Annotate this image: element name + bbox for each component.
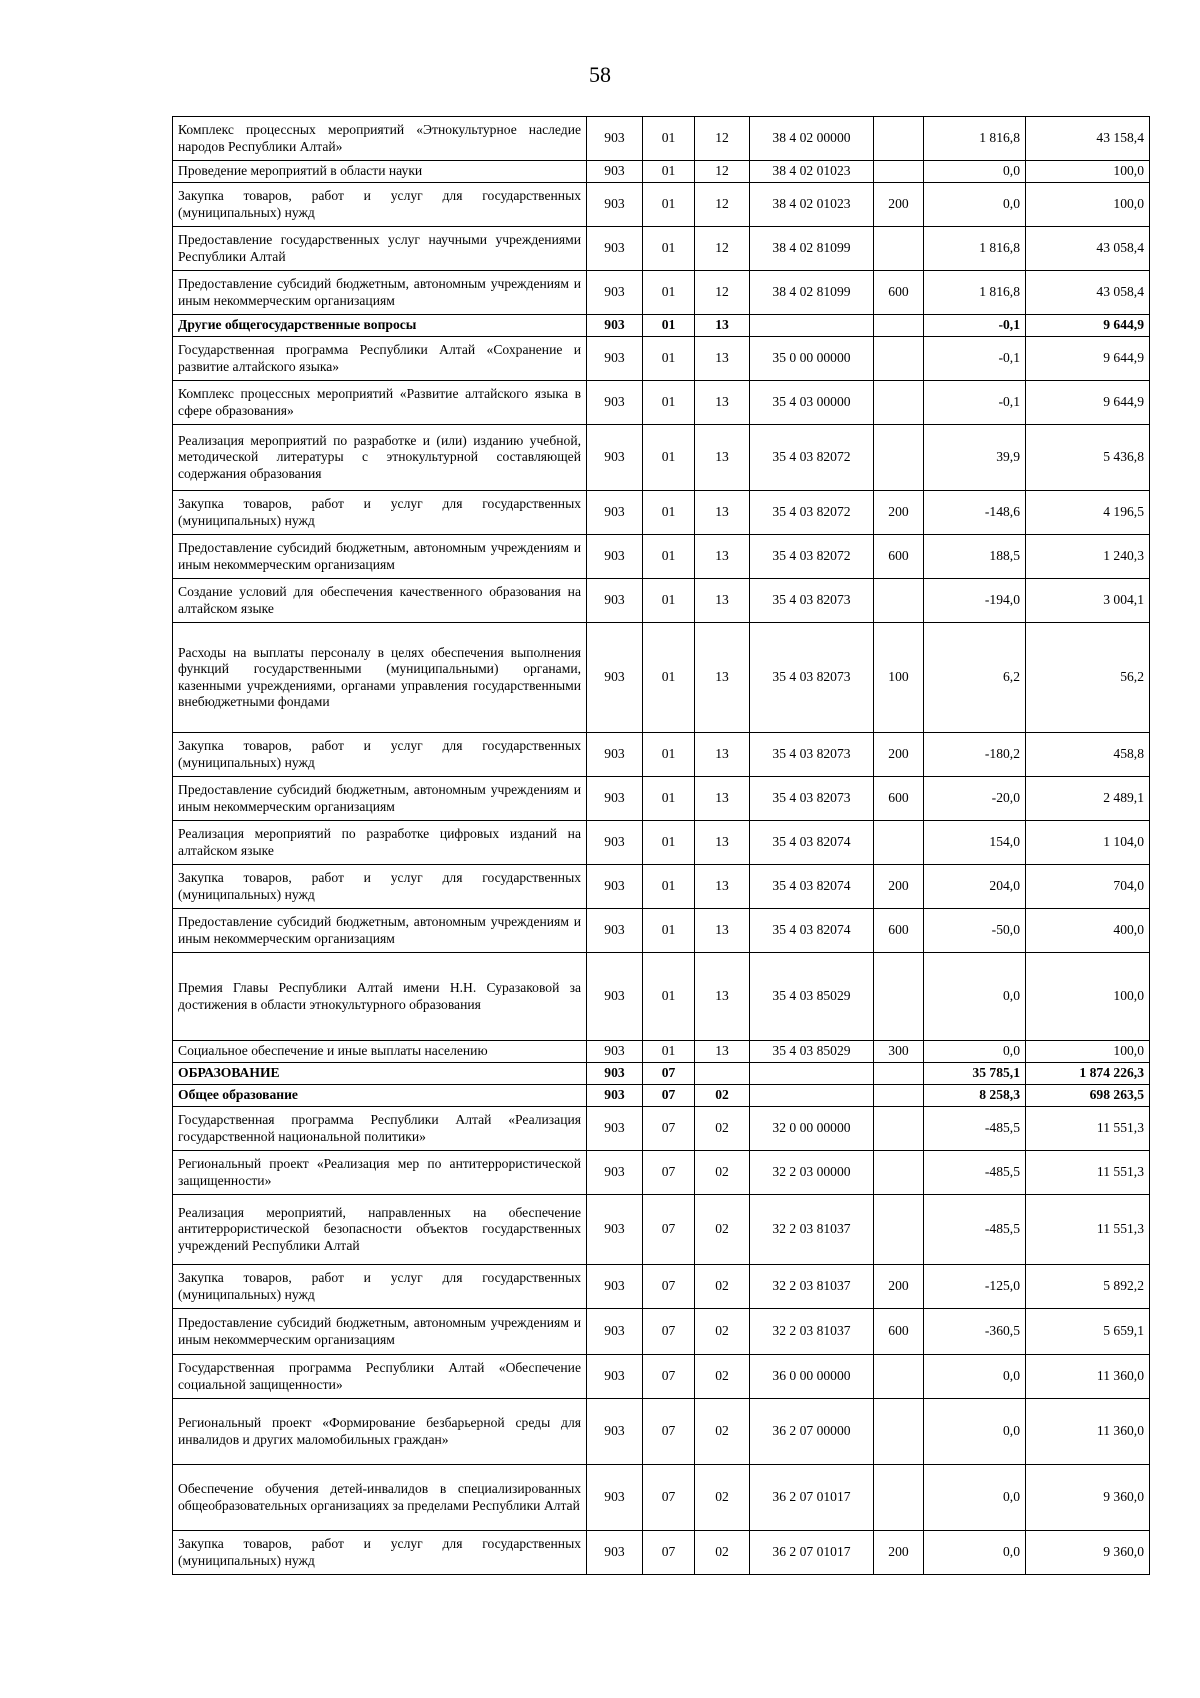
cell-name: Региональный проект «Формирование безбарьерной среды для инвалидов и других маломобильных граждан»: [173, 1399, 587, 1465]
cell-grbs-code: 903: [587, 117, 643, 161]
cell-grbs-code: 903: [587, 1531, 643, 1575]
cell-subsection-code: 13: [695, 337, 750, 381]
cell-section-code: 01: [643, 953, 695, 1041]
cell-section-code: 01: [643, 183, 695, 227]
cell-target-article: [750, 1063, 874, 1085]
cell-section-code: 01: [643, 821, 695, 865]
cell-name: Создание условий для обеспечения качественного образования на алтайском языке: [173, 579, 587, 623]
cell-amount-total: 43 058,4: [1026, 227, 1150, 271]
table-row: [173, 579, 1150, 623]
cell-expense-type: [874, 1355, 924, 1399]
cell-grbs-code: 903: [587, 1195, 643, 1265]
page-number: 58: [589, 62, 611, 87]
cell-target-article: 35 4 03 82072: [750, 425, 874, 491]
cell-amount-change: -20,0: [924, 777, 1026, 821]
cell-expense-type: [874, 161, 924, 183]
table-row: [173, 909, 1150, 953]
cell-expense-type: [874, 1085, 924, 1107]
table-row: [173, 161, 1150, 183]
table-row: [173, 1465, 1150, 1531]
cell-grbs-code: 903: [587, 1107, 643, 1151]
table-row: [173, 953, 1150, 1041]
cell-amount-total: 704,0: [1026, 865, 1150, 909]
cell-section-code: 01: [643, 381, 695, 425]
cell-name: Общее образование: [173, 1085, 587, 1107]
cell-target-article: 32 2 03 81037: [750, 1309, 874, 1355]
cell-amount-total: 100,0: [1026, 953, 1150, 1041]
cell-subsection-code: 12: [695, 183, 750, 227]
cell-expense-type: [874, 579, 924, 623]
cell-target-article: 38 4 02 81099: [750, 271, 874, 315]
cell-subsection-code: 02: [695, 1085, 750, 1107]
cell-amount-total: 1 240,3: [1026, 535, 1150, 579]
cell-expense-type: 600: [874, 777, 924, 821]
table-row: [173, 821, 1150, 865]
cell-name: Предоставление субсидий бюджетным, автономным учреждениям и иным некоммерческим организациям: [173, 777, 587, 821]
cell-amount-change: 0,0: [924, 953, 1026, 1041]
cell-amount-total: 100,0: [1026, 1041, 1150, 1063]
cell-grbs-code: 903: [587, 953, 643, 1041]
cell-section-code: 01: [643, 909, 695, 953]
cell-grbs-code: 903: [587, 579, 643, 623]
table-row: [173, 425, 1150, 491]
cell-grbs-code: 903: [587, 425, 643, 491]
cell-subsection-code: 02: [695, 1195, 750, 1265]
cell-subsection-code: 02: [695, 1265, 750, 1309]
cell-amount-change: 1 816,8: [924, 271, 1026, 315]
cell-amount-total: 9 644,9: [1026, 315, 1150, 337]
table-row: [173, 315, 1150, 337]
table-row: [173, 1309, 1150, 1355]
cell-target-article: 32 2 03 00000: [750, 1151, 874, 1195]
cell-name: Предоставление субсидий бюджетным, автономным учреждениям и иным некоммерческим организациям: [173, 535, 587, 579]
cell-section-code: 01: [643, 227, 695, 271]
cell-subsection-code: 13: [695, 777, 750, 821]
cell-target-article: 36 0 00 00000: [750, 1355, 874, 1399]
cell-target-article: 38 4 02 01023: [750, 183, 874, 227]
cell-amount-change: -360,5: [924, 1309, 1026, 1355]
cell-name: Реализация мероприятий по разработке и (или) изданию учебной, методической литературы с этнокультурной составляющей содержания образования: [173, 425, 587, 491]
cell-amount-total: 1 874 226,3: [1026, 1063, 1150, 1085]
cell-amount-change: 1 816,8: [924, 117, 1026, 161]
cell-grbs-code: 903: [587, 337, 643, 381]
cell-grbs-code: 903: [587, 1309, 643, 1355]
table-row: [173, 1195, 1150, 1265]
table-row: [173, 535, 1150, 579]
table-row: [173, 1151, 1150, 1195]
cell-expense-type: [874, 117, 924, 161]
cell-expense-type: [874, 381, 924, 425]
cell-target-article: 35 4 03 82074: [750, 865, 874, 909]
cell-target-article: 35 4 03 82073: [750, 623, 874, 733]
cell-amount-change: 0,0: [924, 161, 1026, 183]
cell-section-code: 01: [643, 271, 695, 315]
cell-amount-total: 9 644,9: [1026, 381, 1150, 425]
cell-target-article: 35 4 03 85029: [750, 953, 874, 1041]
cell-subsection-code: 13: [695, 579, 750, 623]
cell-expense-type: 200: [874, 733, 924, 777]
table-row: [173, 227, 1150, 271]
cell-section-code: 01: [643, 535, 695, 579]
cell-name: Реализация мероприятий по разработке цифровых изданий на алтайском языке: [173, 821, 587, 865]
cell-expense-type: 600: [874, 271, 924, 315]
cell-amount-total: 1 104,0: [1026, 821, 1150, 865]
cell-expense-type: [874, 821, 924, 865]
table-row: [173, 381, 1150, 425]
cell-subsection-code: 13: [695, 491, 750, 535]
cell-name: Государственная программа Республики Алтай «Сохранение и развитие алтайского языка»: [173, 337, 587, 381]
cell-amount-change: 0,0: [924, 1355, 1026, 1399]
cell-grbs-code: 903: [587, 777, 643, 821]
cell-subsection-code: 12: [695, 227, 750, 271]
cell-amount-total: 11 360,0: [1026, 1355, 1150, 1399]
cell-section-code: 07: [643, 1399, 695, 1465]
cell-amount-total: 56,2: [1026, 623, 1150, 733]
cell-subsection-code: 13: [695, 535, 750, 579]
cell-target-article: [750, 315, 874, 337]
cell-amount-total: 5 892,2: [1026, 1265, 1150, 1309]
cell-name: Предоставление субсидий бюджетным, автономным учреждениям и иным некоммерческим организациям: [173, 1309, 587, 1355]
cell-target-article: [750, 1085, 874, 1107]
cell-name: ОБРАЗОВАНИЕ: [173, 1063, 587, 1085]
cell-section-code: 07: [643, 1085, 695, 1107]
cell-target-article: 32 2 03 81037: [750, 1195, 874, 1265]
cell-grbs-code: 903: [587, 183, 643, 227]
cell-section-code: 07: [643, 1063, 695, 1085]
cell-amount-change: 204,0: [924, 865, 1026, 909]
cell-expense-type: 200: [874, 491, 924, 535]
cell-target-article: 35 4 03 85029: [750, 1041, 874, 1063]
cell-subsection-code: 13: [695, 623, 750, 733]
cell-name: Закупка товаров, работ и услуг для государственных (муниципальных) нужд: [173, 865, 587, 909]
cell-section-code: 01: [643, 865, 695, 909]
cell-name: Реализация мероприятий, направленных на обеспечение антитеррористической безопасности объектов государственных учреждений Республики Алтай: [173, 1195, 587, 1265]
cell-name: Комплекс процессных мероприятий «Развитие алтайского языка в сфере образования»: [173, 381, 587, 425]
cell-target-article: 35 4 03 82072: [750, 535, 874, 579]
cell-amount-total: 11 551,3: [1026, 1195, 1150, 1265]
cell-expense-type: 600: [874, 535, 924, 579]
table-row: [173, 1355, 1150, 1399]
cell-amount-total: 9 360,0: [1026, 1531, 1150, 1575]
cell-amount-change: -180,2: [924, 733, 1026, 777]
cell-subsection-code: 02: [695, 1531, 750, 1575]
cell-amount-total: 3 004,1: [1026, 579, 1150, 623]
cell-amount-change: 39,9: [924, 425, 1026, 491]
cell-expense-type: [874, 227, 924, 271]
cell-subsection-code: 13: [695, 821, 750, 865]
cell-amount-total: 458,8: [1026, 733, 1150, 777]
cell-grbs-code: 903: [587, 909, 643, 953]
cell-expense-type: 100: [874, 623, 924, 733]
cell-section-code: 07: [643, 1265, 695, 1309]
cell-amount-total: 11 360,0: [1026, 1399, 1150, 1465]
cell-amount-change: -0,1: [924, 315, 1026, 337]
cell-section-code: 01: [643, 117, 695, 161]
cell-expense-type: [874, 1195, 924, 1265]
cell-subsection-code: 13: [695, 733, 750, 777]
cell-name: Государственная программа Республики Алтай «Реализация государственной национальной политики»: [173, 1107, 587, 1151]
cell-subsection-code: 02: [695, 1107, 750, 1151]
cell-grbs-code: 903: [587, 1465, 643, 1531]
table-body: [173, 117, 1150, 1575]
cell-name: Комплекс процессных мероприятий «Этнокультурное наследие народов Республики Алтай»: [173, 117, 587, 161]
cell-expense-type: [874, 1063, 924, 1085]
table-row: [173, 1531, 1150, 1575]
cell-target-article: 35 4 03 82073: [750, 579, 874, 623]
cell-section-code: 01: [643, 1041, 695, 1063]
cell-target-article: 38 4 02 81099: [750, 227, 874, 271]
cell-expense-type: 200: [874, 1531, 924, 1575]
cell-name: Обеспечение обучения детей-инвалидов в специализированных общеобразовательных организациях за пределами Республики Алтай: [173, 1465, 587, 1531]
cell-section-code: 01: [643, 315, 695, 337]
cell-expense-type: [874, 1465, 924, 1531]
table-row: [173, 623, 1150, 733]
cell-grbs-code: 903: [587, 1041, 643, 1063]
cell-amount-total: 43 158,4: [1026, 117, 1150, 161]
cell-subsection-code: 02: [695, 1465, 750, 1531]
cell-section-code: 01: [643, 161, 695, 183]
cell-amount-total: 698 263,5: [1026, 1085, 1150, 1107]
cell-subsection-code: [695, 1063, 750, 1085]
cell-subsection-code: 13: [695, 909, 750, 953]
cell-target-article: 35 4 03 82073: [750, 733, 874, 777]
cell-target-article: 38 4 02 00000: [750, 117, 874, 161]
cell-section-code: 07: [643, 1195, 695, 1265]
cell-expense-type: 200: [874, 865, 924, 909]
cell-subsection-code: 13: [695, 1041, 750, 1063]
cell-section-code: 01: [643, 425, 695, 491]
cell-amount-total: 5 436,8: [1026, 425, 1150, 491]
cell-amount-change: 0,0: [924, 183, 1026, 227]
table-row: [173, 1399, 1150, 1465]
table-row: [173, 777, 1150, 821]
table-row: [173, 1107, 1150, 1151]
cell-amount-change: -148,6: [924, 491, 1026, 535]
cell-subsection-code: 02: [695, 1309, 750, 1355]
cell-name: Другие общегосударственные вопросы: [173, 315, 587, 337]
cell-name: Премия Главы Республики Алтай имени Н.Н. Суразаковой за достижения в области этнокультурного образования: [173, 953, 587, 1041]
table-row: [173, 865, 1150, 909]
cell-section-code: 07: [643, 1465, 695, 1531]
cell-expense-type: [874, 1399, 924, 1465]
cell-expense-type: [874, 425, 924, 491]
cell-section-code: 01: [643, 733, 695, 777]
cell-section-code: 07: [643, 1107, 695, 1151]
cell-amount-total: 100,0: [1026, 183, 1150, 227]
cell-amount-total: 11 551,3: [1026, 1107, 1150, 1151]
cell-grbs-code: 903: [587, 491, 643, 535]
cell-amount-total: 2 489,1: [1026, 777, 1150, 821]
cell-expense-type: 200: [874, 183, 924, 227]
cell-subsection-code: 13: [695, 381, 750, 425]
cell-target-article: 36 2 07 01017: [750, 1465, 874, 1531]
cell-name: Закупка товаров, работ и услуг для государственных (муниципальных) нужд: [173, 183, 587, 227]
cell-subsection-code: 13: [695, 953, 750, 1041]
cell-target-article: 32 0 00 00000: [750, 1107, 874, 1151]
cell-target-article: 35 4 03 00000: [750, 381, 874, 425]
cell-expense-type: [874, 315, 924, 337]
cell-grbs-code: 903: [587, 1399, 643, 1465]
cell-target-article: 32 2 03 81037: [750, 1265, 874, 1309]
cell-expense-type: [874, 337, 924, 381]
cell-amount-change: 0,0: [924, 1041, 1026, 1063]
cell-target-article: 36 2 07 01017: [750, 1531, 874, 1575]
cell-subsection-code: 02: [695, 1355, 750, 1399]
cell-grbs-code: 903: [587, 1063, 643, 1085]
cell-grbs-code: 903: [587, 1355, 643, 1399]
cell-target-article: 38 4 02 01023: [750, 161, 874, 183]
cell-amount-change: -0,1: [924, 381, 1026, 425]
cell-amount-change: 0,0: [924, 1465, 1026, 1531]
cell-grbs-code: 903: [587, 1265, 643, 1309]
table-row: [173, 1041, 1150, 1063]
cell-section-code: 01: [643, 491, 695, 535]
cell-amount-change: 0,0: [924, 1531, 1026, 1575]
cell-expense-type: [874, 1107, 924, 1151]
cell-expense-type: 300: [874, 1041, 924, 1063]
cell-name: Предоставление субсидий бюджетным, автономным учреждениям и иным некоммерческим организациям: [173, 271, 587, 315]
cell-section-code: 07: [643, 1309, 695, 1355]
cell-name: Государственная программа Республики Алтай «Обеспечение социальной защищенности»: [173, 1355, 587, 1399]
cell-amount-change: -485,5: [924, 1107, 1026, 1151]
cell-subsection-code: 02: [695, 1151, 750, 1195]
cell-grbs-code: 903: [587, 227, 643, 271]
cell-subsection-code: 02: [695, 1399, 750, 1465]
cell-amount-change: 8 258,3: [924, 1085, 1026, 1107]
cell-section-code: 01: [643, 337, 695, 381]
cell-amount-change: 154,0: [924, 821, 1026, 865]
cell-subsection-code: 13: [695, 315, 750, 337]
cell-amount-change: -125,0: [924, 1265, 1026, 1309]
cell-amount-total: 9 644,9: [1026, 337, 1150, 381]
cell-name: Закупка товаров, работ и услуг для государственных (муниципальных) нужд: [173, 733, 587, 777]
cell-target-article: 35 4 03 82072: [750, 491, 874, 535]
cell-section-code: 01: [643, 623, 695, 733]
cell-name: Проведение мероприятий в области науки: [173, 161, 587, 183]
cell-amount-total: 5 659,1: [1026, 1309, 1150, 1355]
cell-name: Закупка товаров, работ и услуг для государственных (муниципальных) нужд: [173, 1531, 587, 1575]
cell-grbs-code: 903: [587, 381, 643, 425]
table-row: [173, 1063, 1150, 1085]
cell-name: Региональный проект «Реализация мер по антитеррористической защищенности»: [173, 1151, 587, 1195]
cell-amount-change: 1 816,8: [924, 227, 1026, 271]
cell-amount-total: 11 551,3: [1026, 1151, 1150, 1195]
table-row: [173, 117, 1150, 161]
cell-grbs-code: 903: [587, 1151, 643, 1195]
cell-expense-type: 600: [874, 1309, 924, 1355]
cell-grbs-code: 903: [587, 733, 643, 777]
cell-section-code: 01: [643, 579, 695, 623]
cell-amount-change: -194,0: [924, 579, 1026, 623]
cell-section-code: 07: [643, 1531, 695, 1575]
cell-expense-type: 200: [874, 1265, 924, 1309]
table-row: [173, 183, 1150, 227]
cell-section-code: 07: [643, 1151, 695, 1195]
table-row: [173, 733, 1150, 777]
cell-amount-change: -50,0: [924, 909, 1026, 953]
cell-amount-total: 43 058,4: [1026, 271, 1150, 315]
table-row: [173, 337, 1150, 381]
cell-amount-total: 400,0: [1026, 909, 1150, 953]
cell-grbs-code: 903: [587, 161, 643, 183]
cell-grbs-code: 903: [587, 271, 643, 315]
cell-name: Предоставление субсидий бюджетным, автономным учреждениям и иным некоммерческим организациям: [173, 909, 587, 953]
cell-subsection-code: 12: [695, 117, 750, 161]
cell-expense-type: 600: [874, 909, 924, 953]
cell-name: Предоставление государственных услуг научными учреждениями Республики Алтай: [173, 227, 587, 271]
cell-amount-total: 9 360,0: [1026, 1465, 1150, 1531]
table-row: [173, 491, 1150, 535]
cell-amount-total: 100,0: [1026, 161, 1150, 183]
cell-amount-change: -485,5: [924, 1195, 1026, 1265]
cell-amount-change: 0,0: [924, 1399, 1026, 1465]
budget-table: [172, 116, 1150, 1575]
cell-amount-change: -485,5: [924, 1151, 1026, 1195]
cell-name: Расходы на выплаты персоналу в целях обеспечения выполнения функций государственными (муниципальными) органами, казенными учреждениями, органами управления государственными внебюджетными фондами: [173, 623, 587, 733]
cell-name: Социальное обеспечение и иные выплаты населению: [173, 1041, 587, 1063]
cell-section-code: 01: [643, 777, 695, 821]
cell-subsection-code: 12: [695, 161, 750, 183]
table-row: [173, 271, 1150, 315]
cell-grbs-code: 903: [587, 1085, 643, 1107]
table-row: [173, 1085, 1150, 1107]
cell-target-article: 35 4 03 82074: [750, 821, 874, 865]
cell-name: Закупка товаров, работ и услуг для государственных (муниципальных) нужд: [173, 491, 587, 535]
cell-subsection-code: 13: [695, 425, 750, 491]
cell-grbs-code: 903: [587, 821, 643, 865]
cell-expense-type: [874, 1151, 924, 1195]
cell-target-article: 35 4 03 82074: [750, 909, 874, 953]
cell-amount-change: 188,5: [924, 535, 1026, 579]
cell-amount-change: 35 785,1: [924, 1063, 1026, 1085]
cell-target-article: 35 0 00 00000: [750, 337, 874, 381]
cell-grbs-code: 903: [587, 865, 643, 909]
cell-expense-type: [874, 953, 924, 1041]
cell-name: Закупка товаров, работ и услуг для государственных (муниципальных) нужд: [173, 1265, 587, 1309]
cell-subsection-code: 12: [695, 271, 750, 315]
cell-target-article: 35 4 03 82073: [750, 777, 874, 821]
cell-amount-change: 6,2: [924, 623, 1026, 733]
cell-amount-total: 4 196,5: [1026, 491, 1150, 535]
cell-grbs-code: 903: [587, 623, 643, 733]
cell-section-code: 07: [643, 1355, 695, 1399]
cell-subsection-code: 13: [695, 865, 750, 909]
cell-grbs-code: 903: [587, 315, 643, 337]
cell-grbs-code: 903: [587, 535, 643, 579]
cell-target-article: 36 2 07 00000: [750, 1399, 874, 1465]
table-row: [173, 1265, 1150, 1309]
cell-amount-change: -0,1: [924, 337, 1026, 381]
